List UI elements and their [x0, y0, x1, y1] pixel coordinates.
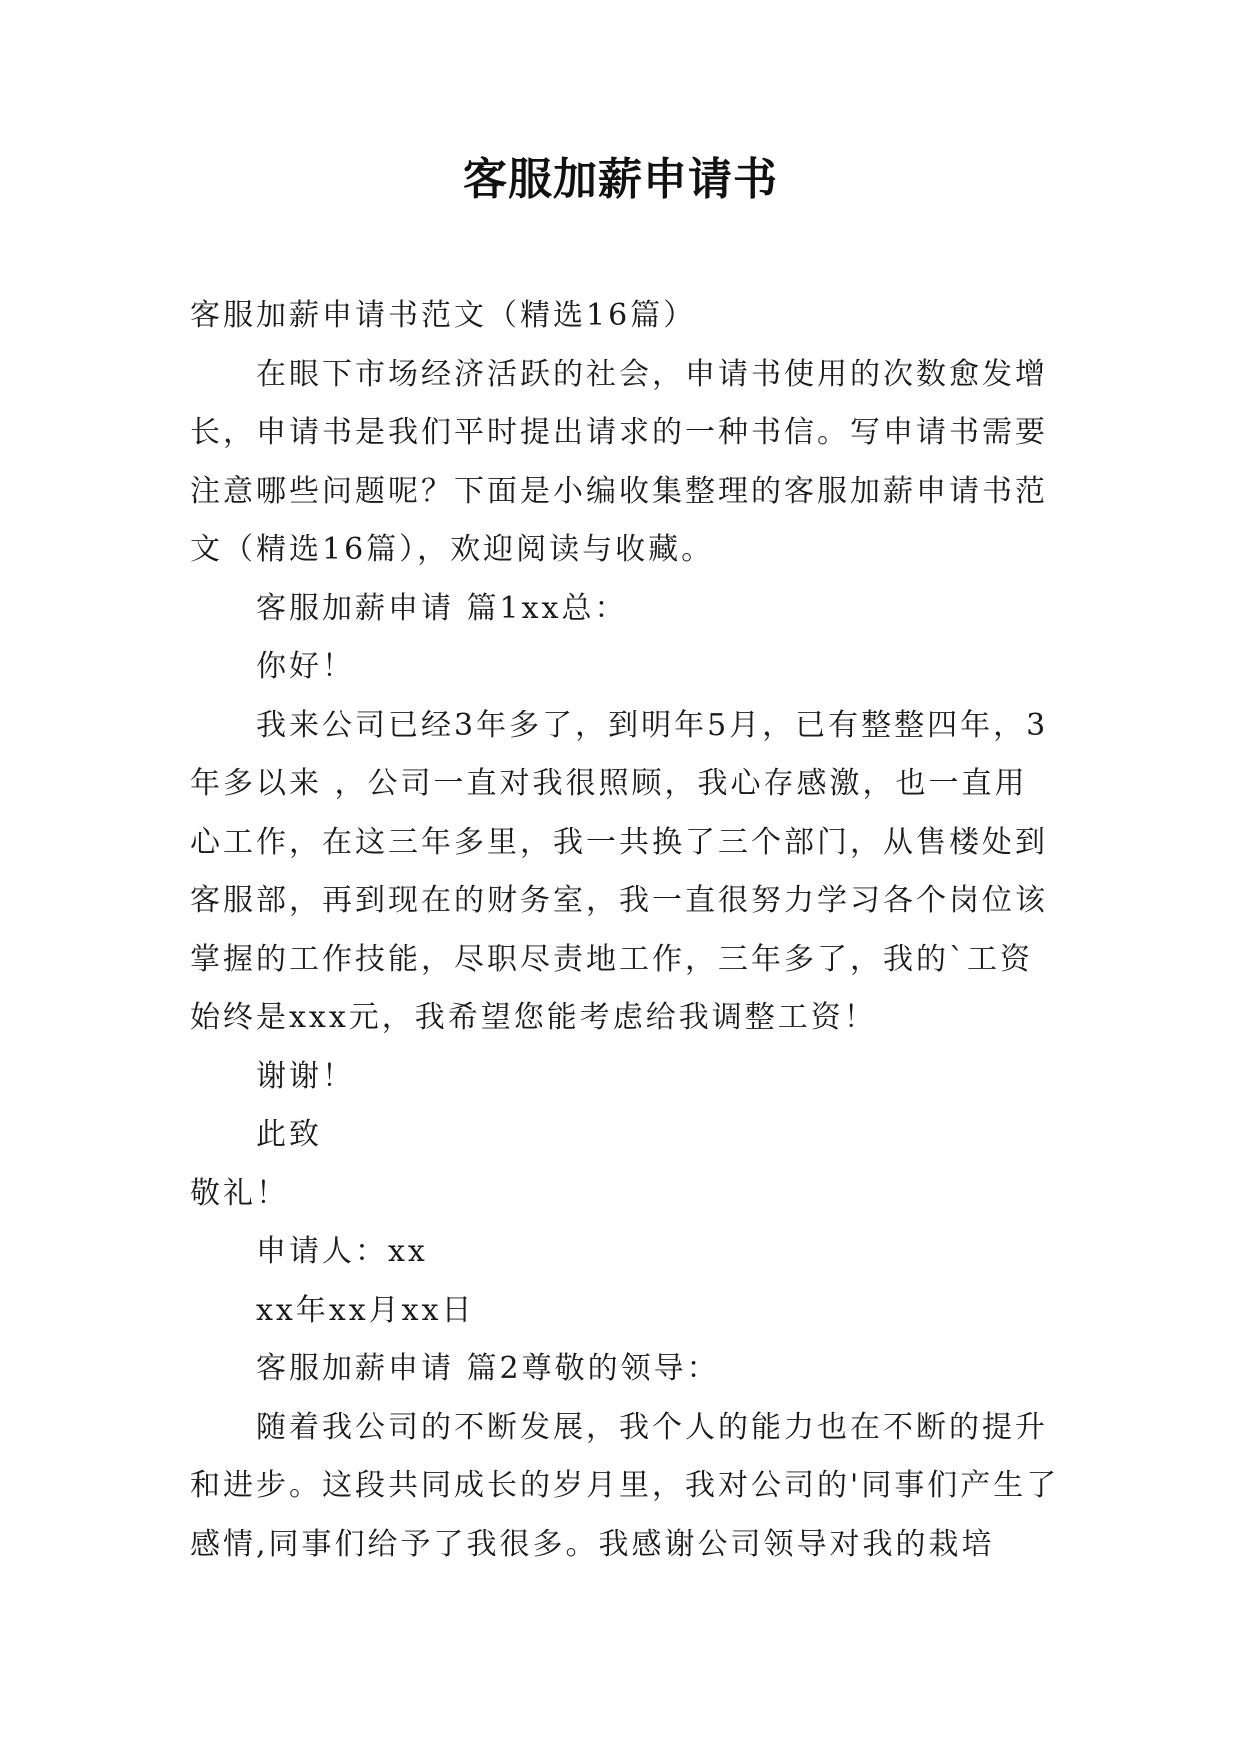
applicant-paragraph: 申请人：xx — [256, 1234, 428, 1269]
letter-body-paragraph-2: 随着我公司的不断发展，我个人的能力也在不断的提升和进步。这段共同成长的岁月里，我对公司的'同事们产生了感情,同事们给予了我很多。我感谢公司领导对我的栽培 — [190, 1409, 1060, 1562]
document-body — [190, 287, 1060, 1574]
subtitle-paragraph: 客服加薪申请书范文（精选16篇） — [190, 298, 697, 333]
document-title: 客服加薪申请书 — [463, 154, 778, 205]
section-heading-1: 客服加薪申请 篇1xx总： — [256, 590, 628, 626]
date-paragraph: xx年xx月xx日 — [256, 1292, 475, 1328]
thanks-paragraph: 谢谢！ — [256, 1058, 355, 1094]
intro-paragraph: 在眼下市场经济活跃的社会，申请书使用的次数愈发增长，申请书是我们平时提出请求的一种书信。写申请书需要注意哪些问题呢？下面是小编收集整理的客服加薪申请书范文（精选16篇），欢迎阅读与收藏。 — [190, 356, 1048, 567]
closing-paragraph: 此致 — [256, 1117, 322, 1152]
greeting-paragraph: 你好！ — [256, 649, 355, 684]
letter-body-paragraph: 我来公司已经3年多了，到明年5月，已有整整四年，3年多以来 ，公司一直对我很照顾，我心存感激，也一直用心工作，在这三年多里，我一共换了三个部门，从售楼处到客服部，再到现在的财务室，我一直很努力学习各个岗位该掌握的工作技能，尽职尽责地工作，三年多了，我的`工资始终是xxx元，我希望您能考虑给我调整工资！ — [190, 707, 1049, 1035]
section-heading-2: 客服加薪申请 篇2尊敬的领导： — [256, 1351, 720, 1386]
salute-paragraph: 敬礼！ — [190, 1175, 289, 1211]
